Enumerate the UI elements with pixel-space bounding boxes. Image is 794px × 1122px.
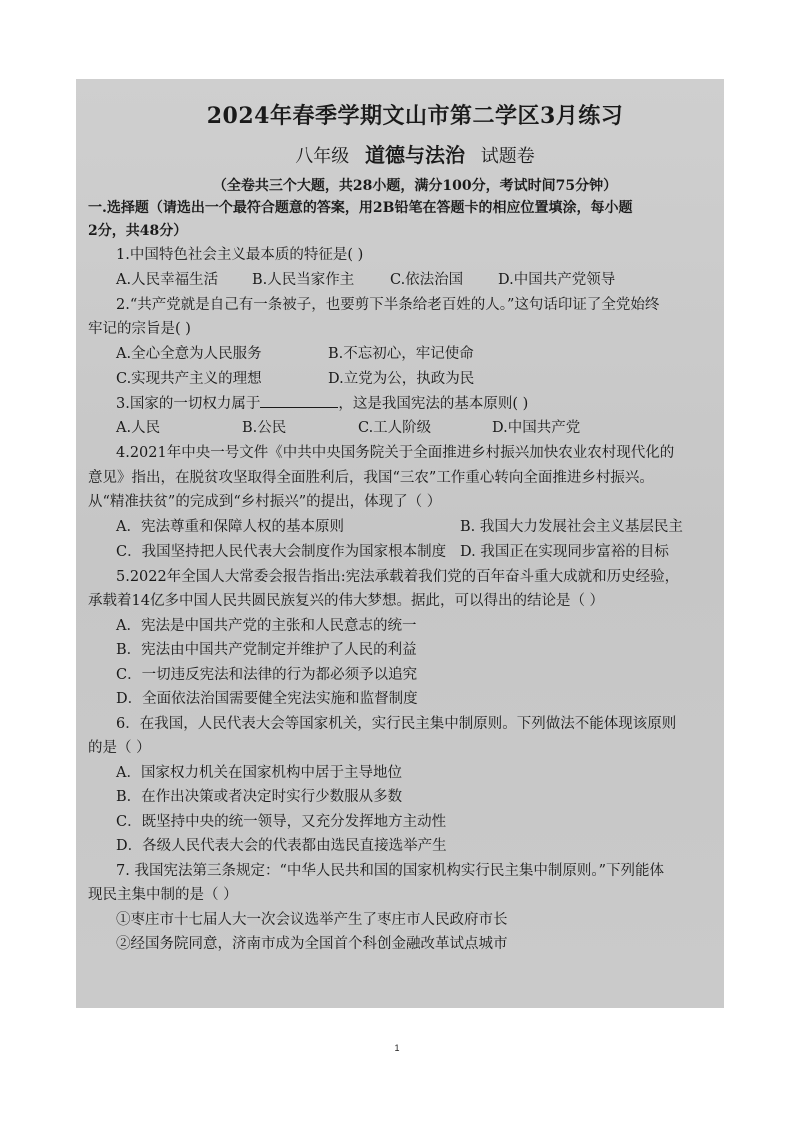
section-heading bbox=[88, 197, 714, 243]
question-2 bbox=[88, 293, 714, 392]
page-number: 1 bbox=[394, 1043, 400, 1053]
question-stem-line2: 牢记的宗旨是( ) bbox=[88, 321, 191, 337]
option-b: B. 我国大力发展社会主义基层民主 bbox=[460, 518, 683, 535]
option-c: C.实现共产主义的理想 bbox=[116, 370, 262, 387]
question-options bbox=[116, 416, 714, 441]
section-heading-line2: 2分，共48分） bbox=[88, 223, 188, 239]
question-stem-line1: 5.2022年全国人大常委会报告指出:宪法承载着我们党的百年奋斗重大成就和历史经验， bbox=[116, 568, 680, 585]
option-c: C.工人阶级 bbox=[358, 420, 432, 436]
question-stem-line2: 现民主集中制的是（ ） bbox=[88, 887, 238, 903]
paper-type-label: 试题卷 bbox=[480, 146, 535, 167]
question-1 bbox=[116, 243, 714, 293]
option-b: B．在作出决策或者决定时实行少数服从多数 bbox=[116, 789, 403, 805]
question-stem bbox=[116, 392, 714, 417]
subject-label: 道德与法治 bbox=[365, 143, 465, 167]
question-stem-line3: 从“精准扶贫”的完成到“乡村振兴”的提出，体现了（ ） bbox=[88, 494, 442, 510]
option-c: C．一切违反宪法和法律的行为都必须予以追究 bbox=[116, 666, 418, 683]
question-options-row1 bbox=[116, 515, 714, 540]
exam-subtitle bbox=[116, 141, 714, 171]
option-c: C．我国坚持把人民代表大会制度作为国家根本制度 bbox=[116, 543, 447, 560]
question-stem: 1.中国特色社会主义最本质的特征是( ) bbox=[116, 247, 364, 263]
option-d: D.中国共产党领导 bbox=[498, 271, 616, 288]
answer-blank bbox=[260, 393, 338, 408]
statement-1: ①枣庄市十七届人大一次会议选举产生了枣庄市人民政府市长 bbox=[116, 911, 508, 928]
option-b: B.人民当家作主 bbox=[252, 271, 355, 288]
option-c: C.依法治国 bbox=[390, 271, 464, 288]
option-b: B.公民 bbox=[242, 420, 287, 436]
option-a: A．宪法尊重和保障人权的基本原则 bbox=[116, 518, 344, 535]
option-d: D. 我国正在实现同步富裕的目标 bbox=[460, 543, 669, 560]
question-options-row2 bbox=[116, 540, 714, 565]
exam-info: （全卷共三个大题，共28小题，满分100分，考试时间75分钟） bbox=[212, 178, 618, 194]
option-a: A.全心全意为人民服务 bbox=[116, 345, 262, 362]
stem-after-blank: ，这是我国宪法的基本原则( ) bbox=[338, 395, 529, 412]
question-stem-line2: 的是（ ） bbox=[88, 740, 151, 756]
option-a: A.人民幸福生活 bbox=[116, 271, 219, 288]
option-a: A．国家权力机关在国家机构中居于主导地位 bbox=[116, 764, 402, 781]
stem-before-blank: 3.国家的一切权力属于 bbox=[116, 395, 261, 412]
option-b: B．宪法由中国共产党制定并维护了人民的利益 bbox=[116, 642, 417, 658]
question-3 bbox=[116, 392, 714, 442]
question-stem-line2: 意见》指出，在脱贫攻坚取得全面胜利后，我国“三农”工作重心转向全面推进乡村振兴。 bbox=[88, 469, 654, 486]
option-a: A.人民 bbox=[116, 420, 161, 436]
question-options-row1 bbox=[116, 342, 714, 367]
option-d: D．全面依法治国需要健全宪法实施和监督制度 bbox=[116, 691, 418, 707]
question-options-row2 bbox=[116, 367, 714, 392]
question-4 bbox=[88, 441, 714, 565]
option-d: D.中国共产党 bbox=[492, 420, 581, 436]
option-d: D．各级人民代表大会的代表都由选民直接选举产生 bbox=[116, 838, 447, 854]
option-c: C．既坚持中央的统一领导，又充分发挥地方主动性 bbox=[116, 813, 447, 830]
question-stem-line1: 6．在我国，人民代表大会等国家机关，实行民主集中制原则。下列做法不能体现该原则 bbox=[116, 715, 677, 732]
question-stem-line1: 7. 我国宪法第三条规定：“中华人民共和国的国家机构实行民主集中制原则。”下列能体 bbox=[116, 862, 665, 879]
question-7 bbox=[88, 859, 714, 957]
question-stem-line1: 2.“共产党就是自己有一条被子，也要剪下半条给老百姓的人。”这句话印证了全党始终 bbox=[116, 296, 660, 313]
question-stem-line1: 4.2021年中央一号文件《中共中央国务院关于全面推进乡村振兴加快农业农村现代化的 bbox=[116, 445, 675, 461]
statement-2: ②经国务院同意，济南市成为全国首个科创金融改革试点城市 bbox=[116, 936, 508, 952]
option-d: D.立党为公，执政为民 bbox=[328, 370, 475, 387]
question-5 bbox=[88, 565, 714, 712]
option-a: A．宪法是中国共产党的主张和人民意志的统一 bbox=[116, 617, 417, 634]
section-heading-line1: 一.选择题（请选出一个最符合题意的答案，用2B铅笔在答题卡的相应位置填涂，每小题 bbox=[88, 200, 633, 216]
option-b: B.不忘初心，牢记使命 bbox=[328, 345, 474, 362]
question-stem-line2: 承载着14亿多中国人民共圆民族复兴的伟大梦想。据此，可以得出的结论是（ ） bbox=[88, 593, 605, 609]
question-options bbox=[116, 268, 714, 293]
question-6 bbox=[88, 712, 714, 859]
scanned-page bbox=[76, 79, 724, 1008]
grade-label: 八年级 bbox=[295, 146, 350, 167]
exam-title: 2024年春季学期文山市第二学区3月练习 bbox=[206, 103, 624, 129]
